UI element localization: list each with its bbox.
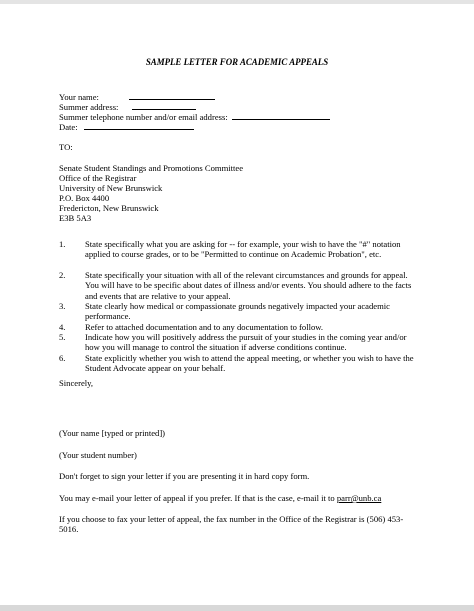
name-blank <box>129 91 215 100</box>
recipient-line: E3B 5A3 <box>59 213 92 223</box>
list-number: 2. <box>59 270 66 280</box>
contact-blank <box>232 111 330 120</box>
list-text: State explicitly whether you wish to attend the appeal meeting, or whether you wish to have the Student Advocate appear on your behalf. <box>85 353 414 374</box>
name-label: Your name: <box>59 92 99 102</box>
address-blank <box>132 101 196 110</box>
date-label: Date: <box>59 122 78 132</box>
list-number: 5. <box>59 332 66 342</box>
recipient-line: P.O. Box 4400 <box>59 193 110 203</box>
email-note <box>59 493 381 503</box>
contact-label: Summer telephone number and/or email address: <box>59 112 228 122</box>
letter-page <box>0 4 474 605</box>
recipient-line: Senate Student Standings and Promotions Committee <box>59 163 244 173</box>
list-number: 3. <box>59 301 66 311</box>
recipient-line: Office of the Registrar <box>59 173 137 183</box>
date-blank <box>84 121 194 130</box>
list-text: State specifically your situation with all of the relevant circumstances and grounds for appeal. You will have to be specific about dates of illness and/or events. You should adhere to the facts and events that are relative to your appeal. <box>85 270 412 301</box>
fax-note: If you choose to fax your letter of appeal, the fax number in the Office of the Registrar is (506) 453-5016. <box>59 514 404 535</box>
name-placeholder: (Your name [typed or printed]) <box>59 428 166 438</box>
student-number: (Your student number) <box>59 450 137 460</box>
letter-title: SAMPLE LETTER FOR ACADEMIC APPEALS <box>145 57 329 67</box>
address-label: Summer address: <box>59 102 119 112</box>
sign-note: Don't forget to sign your letter if you are presenting it in hard copy form. <box>59 471 310 481</box>
closing: Sincerely, <box>59 378 94 388</box>
list-text: State specifically what you are asking for -- for example, your wish to have the "#" notation applied to course grades, or to be "Permitted to continue on Academic Probation", etc. <box>85 239 401 260</box>
bottom-border <box>0 605 474 611</box>
date-field <box>59 121 194 132</box>
email-link[interactable]: parr@unb.ca <box>336 493 382 503</box>
list-number: 4. <box>59 322 66 332</box>
to-label: TO: <box>59 142 73 152</box>
list-number: 6. <box>59 353 66 363</box>
email-note-text: You may e-mail your letter of appeal if you prefer. If that is the case, e-mail it to <box>59 493 335 503</box>
recipient-line: Fredericton, New Brunswick <box>59 203 159 213</box>
recipient-line: University of New Brunswick <box>59 183 163 193</box>
list-text: Indicate how you will positively address the pursuit of your studies in the coming year and/or how you will manage to control the situation if adverse conditions continue. <box>85 332 407 353</box>
list-number: 1. <box>59 239 66 249</box>
list-text: State clearly how medical or compassionate grounds negatively impacted your academic performance. <box>85 301 390 322</box>
list-text: Refer to attached documentation and to any documentation to follow. <box>85 322 324 332</box>
